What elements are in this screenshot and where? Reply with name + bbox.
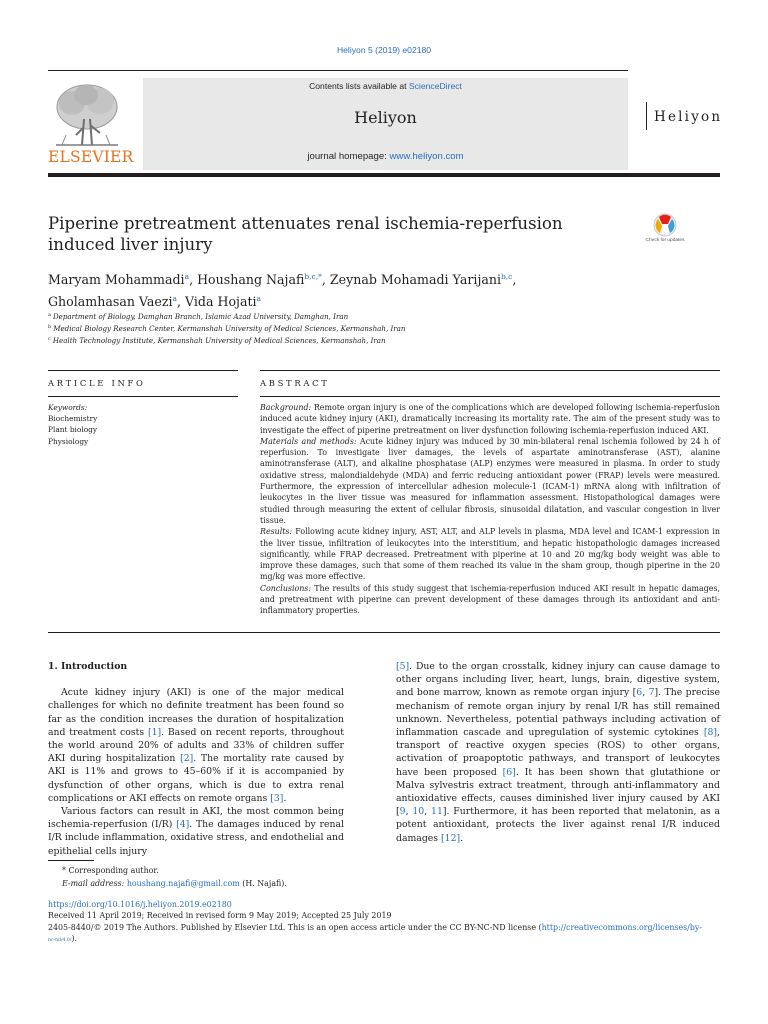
author-affil-mark[interactable]: a xyxy=(256,293,262,303)
abstract-conclusions xyxy=(260,583,720,617)
author-affil-mark[interactable]: a xyxy=(172,293,177,303)
citation-link[interactable]: 9 xyxy=(399,806,406,818)
affiliation-item xyxy=(48,334,728,346)
citation-link[interactable]: [2] xyxy=(180,753,194,765)
license-link-tail[interactable]: nc-nd/4.0/ xyxy=(48,937,72,943)
paragraph-text: . xyxy=(460,832,464,844)
keywords-label: Keywords: xyxy=(48,403,88,412)
intro-paragraph xyxy=(396,660,720,845)
affil-text: Medical Biology Research Center, Kermanshah University of Medical Sciences, Kermanshah, Iran xyxy=(53,324,406,334)
article-info-subrule xyxy=(48,396,238,397)
footnote-mark: * xyxy=(62,866,66,875)
author-affil-mark[interactable]: b,c,* xyxy=(304,272,322,281)
journal-citation[interactable]: Heliyon 5 (2019) e02180 xyxy=(336,45,432,55)
paragraph-text: . The mortality rate caused by AKI is 11% and grows to 45–60% if it is accompanied by dysfunction of other organs, which is due to extra renal complications or AKI effects on remote organs xyxy=(48,753,344,804)
affiliation-item xyxy=(48,310,728,322)
citation-link[interactable]: [8] xyxy=(703,727,718,739)
homepage-line xyxy=(143,151,628,162)
header-rule xyxy=(48,70,628,71)
affil-mark: a xyxy=(48,312,51,318)
author-name[interactable]: Gholamhasan Vaezi xyxy=(48,293,173,309)
citation-link[interactable]: 7 xyxy=(648,687,655,699)
intro-paragraph xyxy=(48,805,344,858)
article-info-rule xyxy=(48,370,238,371)
keywords-block xyxy=(48,402,238,447)
license-text: 2405-8440/© 2019 The Authors. Published by Elsevier Ltd. This is an open access article under the CC BY-NC-ND license ( xyxy=(48,922,542,932)
citation-link[interactable]: [5] xyxy=(396,661,410,672)
section-heading-introduction: 1. Introduction xyxy=(48,661,128,672)
affil-mark: c xyxy=(48,336,51,343)
email-link[interactable]: houshang.najafi@gmail.com xyxy=(126,878,240,888)
received-dates: Received 11 April 2019; Received in revised form 9 May 2019; Accepted 25 July 2019 xyxy=(48,911,392,921)
abstract-body xyxy=(260,402,720,617)
elsevier-logo-text: ELSEVIER xyxy=(48,148,134,166)
paragraph-text: , xyxy=(424,806,432,818)
header-thick-rule xyxy=(48,173,720,177)
author-separator: , xyxy=(189,272,198,287)
author-list xyxy=(48,268,728,311)
paragraph-text: . It has been shown that glutathione or Malva sylvestris extract treatment, through anti-inflammatory and antioxidative effects, causes diminished liver injury caused by AKI [ xyxy=(396,766,720,818)
author-name[interactable]: Maryam Mohammadi xyxy=(48,272,185,287)
brand-divider xyxy=(646,102,647,130)
author-name[interactable]: Vida Hojati xyxy=(185,293,257,309)
body-column-right xyxy=(396,660,720,845)
intro-paragraph xyxy=(48,686,344,805)
paragraph-text: , transport of reactive oxygen species (ROS) to other organs, activation of proapoptotic pathways, and transport of leukocytes have been proposed xyxy=(396,727,720,778)
elsevier-tree-icon xyxy=(48,79,126,151)
abstract-text: Acute kidney injury was induced by 30 min-bilateral renal ischemia followed by 24 h of reperfusion. To investigate liver damages, the levels of aspartate aminotransferase (AST), alanine aminotransferase (ALT), and alkaline phosphatase (ALP) enzymes were measured in plasma. In order to study oxidative stress, malondialdehyde (MDA) and ferric reducing antioxidant power (FRAP) levels were measured. Furthermore, the expression of intercellular adhesion molecule-1 (ICAM-1) mRNA along with infiltration of leukocytes in the liver tissue was measured for inflammation assessment. Histopathological damages were studied through measuring the extent of cellular fibrosis, sinusoidal dilatation, and vascular congestion in liver tissue. xyxy=(260,436,720,525)
affil-text: Department of Biology, Damghan Branch, Islamic Azad University, Damghan, Iran xyxy=(52,312,349,321)
author-affil-mark[interactable]: a xyxy=(184,272,190,281)
keyword-item: Plant biology xyxy=(48,425,98,435)
author-affil-mark[interactable]: b,c xyxy=(501,272,513,281)
paragraph-text: Acute kidney injury (AKI) is one of the major medical challenges for which no definite treatment has been found so far as the condition increases the duration of hospitalization and treatment costs xyxy=(48,687,344,738)
footnote-text: Corresponding author. xyxy=(68,866,159,875)
paragraph-text: , xyxy=(405,806,413,818)
paragraph-text: Various factors can result in AKI, the most common being ischemia-reperfusion (I/R) xyxy=(48,806,344,831)
paragraph-text: , xyxy=(642,687,649,699)
citation-link[interactable]: 6 xyxy=(636,687,643,699)
footnotes xyxy=(62,865,720,890)
abstract-heading: ABSTRACT xyxy=(260,378,330,388)
abstract-label: Background: xyxy=(260,403,312,412)
citation-link[interactable]: [3] xyxy=(270,792,284,804)
affiliations xyxy=(48,310,728,347)
affiliation-item xyxy=(48,322,728,334)
abstract-background xyxy=(260,402,720,436)
email-suffix: (H. Najafi). xyxy=(239,878,287,888)
abstract-methods xyxy=(260,436,720,526)
keyword-item: Physiology xyxy=(48,436,89,446)
crossmark-label: Check for updates xyxy=(645,238,685,243)
author-name[interactable]: Houshang Najafi xyxy=(197,272,305,287)
abstract-rule xyxy=(260,370,720,371)
homepage-label: journal homepage: xyxy=(307,151,390,162)
email-note xyxy=(62,878,720,891)
citation-link[interactable]: [12] xyxy=(441,832,461,844)
abstract-subrule xyxy=(260,396,720,397)
abstract-text: Following acute kidney injury, AST, ALT, and ALP levels in plasma, MDA level and ICAM-1 expression in the liver tissue, infiltration of leukocytes into the interstitium, and hepatic histopathologic damages increased significantly, while FRAP decreased. Pretreatment with piperine at 10 and 20 mg/kg body weight was able to improve these damages, such that some of them reached its value in the sham group, though piperine in the 20 mg/kg was more effective. xyxy=(260,527,720,582)
article-info-heading: ARTICLE INFO xyxy=(48,378,146,388)
abstract-text: The results of this study suggest that ischemia-reperfusion induced AKI result in hepatic damages, and pretreatment with piperine can prevent development of these damages through its antioxidant and anti-inflammatory properties. xyxy=(260,583,720,616)
citation-link[interactable]: [1] xyxy=(147,726,162,738)
footnote-rule xyxy=(48,860,94,861)
paragraph-text: . xyxy=(283,792,287,804)
paragraph-text: ]. The precise mechanism of remote organ injury by renal I/R has still remained unknown. Nevertheless, potential pathways including activation of inflammation cascade and upregulation of systemic cytokines xyxy=(396,687,720,739)
license-link[interactable]: http://creativecommons.org/licenses/by- xyxy=(541,922,703,932)
contents-prefix: Contents lists available at xyxy=(309,81,409,91)
journal-brand: Heliyon xyxy=(654,109,723,125)
citation-link[interactable]: [6] xyxy=(502,766,516,778)
body-column-left xyxy=(48,660,344,858)
citation-link[interactable]: 11 xyxy=(431,806,443,818)
abstract-results xyxy=(260,526,720,582)
abstract-label: Materials and methods: xyxy=(260,436,357,446)
paragraph-text: . Due to the organ crosstalk, kidney injury can cause damage to other organs including liver, heart, lungs, brain, digestive system, and bone marrow, known as remote organ injury [ xyxy=(396,661,720,699)
keyword-item: Biochemistry xyxy=(48,414,98,424)
journal-name: Heliyon xyxy=(354,108,417,127)
abstract-bottom-rule xyxy=(48,632,720,633)
abstract-label: Results: xyxy=(260,527,293,537)
license-line xyxy=(48,922,720,947)
doi-link[interactable]: https://doi.org/10.1016/j.heliyon.2019.e02180 xyxy=(48,900,232,909)
author-name[interactable]: Zeynab Mohamadi Yarijani xyxy=(329,272,501,287)
homepage-link[interactable]: www.heliyon.com xyxy=(389,151,464,162)
abstract-label: Conclusions: xyxy=(260,583,312,593)
contents-line xyxy=(143,81,628,91)
citation-link[interactable]: [4] xyxy=(176,819,190,831)
crossmark-icon[interactable] xyxy=(646,213,684,253)
article-footer xyxy=(48,899,720,946)
abstract-text: Remote organ injury is one of the complications which are developed following ischemia-reperfusion induced acute kidney injury (AKI), dramatically increasing its mortality rate. The aim of the present study was to investigate the effect of piperine pretreatment on liver dysfunction following ischemia-reperfusion induced AKI. xyxy=(260,403,720,435)
citation-link[interactable]: 10 xyxy=(412,806,425,818)
author-separator: , xyxy=(321,272,330,287)
paragraph-text: ]. Furthermore, it has been reported that melatonin, as a potent antioxidant, protects the liver against renal I/R induced damages xyxy=(396,806,720,844)
license-close: ). xyxy=(71,933,77,943)
author-separator: , xyxy=(176,293,185,309)
affil-text: Health Technology Institute, Kermanshah University of Medical Sciences, Kermanshah, Iran xyxy=(52,336,386,346)
paragraph-text: . Based on recent reports, throughout the world around 20% of adults and 33% of children suffer AKI during hospitalization xyxy=(48,726,344,765)
email-label: E-mail address: xyxy=(62,878,125,888)
author-separator: , xyxy=(512,272,517,287)
paragraph-text: . The damages induced by renal I/R include inflammation, oxidative stress, and endothelial and epithelial cells injury xyxy=(48,819,344,857)
sciencedirect-link[interactable]: ScienceDirect xyxy=(408,81,462,91)
affil-mark: b xyxy=(48,324,52,331)
corresponding-author-note xyxy=(62,865,720,878)
article-title: Piperine pretreatment attenuates renal ischemia-reperfusion induced liver injury xyxy=(48,214,563,254)
